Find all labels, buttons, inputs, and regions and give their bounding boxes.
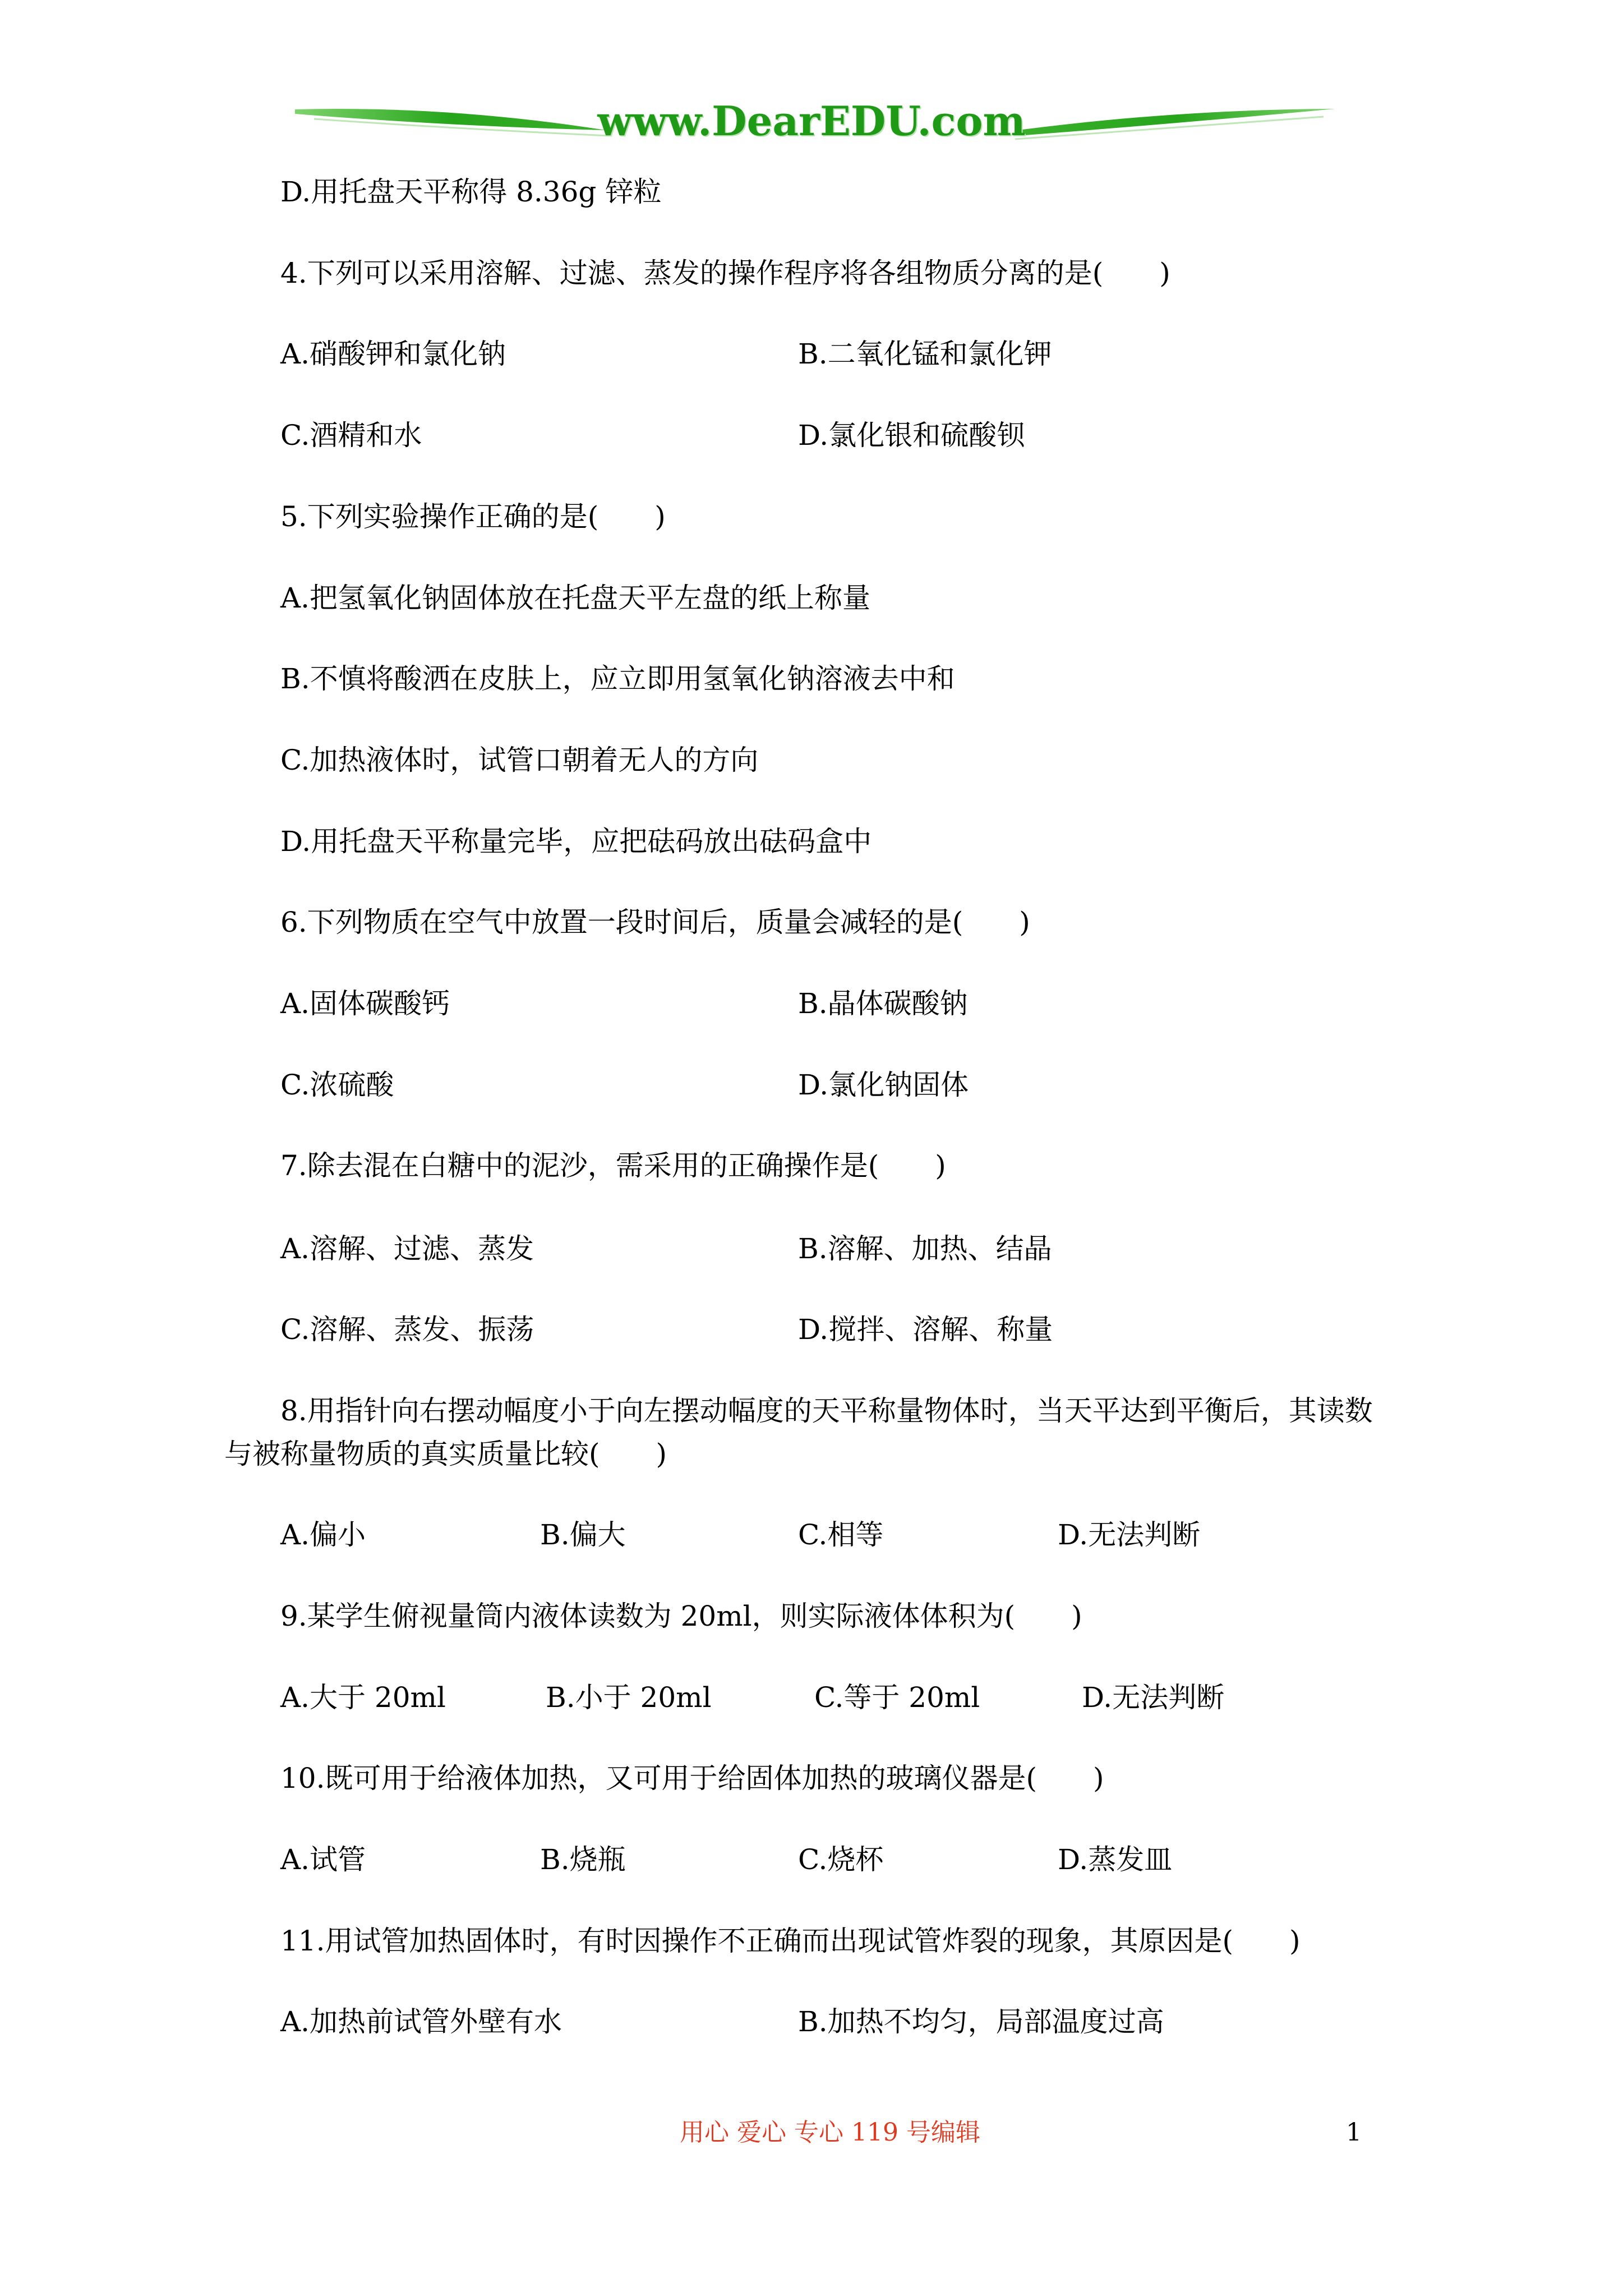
q6-option-b: B.晶体碳酸钠 bbox=[798, 987, 968, 1020]
q6-option-a: A.固体碳酸钙 bbox=[280, 987, 450, 1020]
q8-option-b: B.偏大 bbox=[540, 1519, 626, 1551]
q5-option-d: D.用托盘天平称量完毕，应把砝码放出砝码盒中 bbox=[280, 825, 872, 858]
q8-option-a: A.偏小 bbox=[280, 1519, 366, 1551]
footer-slogan: 用心 爱心 专心 119 号编辑 bbox=[680, 2118, 980, 2147]
q5-stem: 5.下列实验操作正确的是( ) bbox=[280, 500, 666, 533]
q3-option-d: D.用托盘天平称得 8.36g 锌粒 bbox=[280, 176, 662, 208]
q9-stem: 9.某学生俯视量筒内液体读数为 20ml，则实际液体体积为( ) bbox=[280, 1600, 1082, 1632]
q10-option-c: C.烧杯 bbox=[798, 1843, 884, 1876]
q4-option-c: C.酒精和水 bbox=[280, 419, 422, 452]
q7-option-d: D.搅拌、溶解、称量 bbox=[798, 1313, 1053, 1346]
q5-option-b: B.不慎将酸洒在皮肤上，应立即用氢氧化钠溶液去中和 bbox=[280, 662, 955, 695]
q8-option-c: C.相等 bbox=[798, 1519, 884, 1551]
q4-stem: 4.下列可以采用溶解、过滤、蒸发的操作程序将各组物质分离的是( ) bbox=[280, 257, 1170, 289]
q10-option-d: D.蒸发皿 bbox=[1058, 1843, 1173, 1876]
site-logo-text: www.DearEDU.com bbox=[597, 97, 1026, 145]
q7-stem: 7.除去混在白糖中的泥沙，需采用的正确操作是( ) bbox=[280, 1149, 946, 1182]
q6-option-d: D.氯化钠固体 bbox=[798, 1069, 969, 1101]
q8-option-d: D.无法判断 bbox=[1058, 1519, 1201, 1551]
q9-option-a: A.大于 20ml bbox=[280, 1681, 446, 1714]
q8-stem-line-1: 8.用指针向右摆动幅度小于向左摆动幅度的天平称量物体时，当天平达到平衡后，其读数 bbox=[280, 1395, 1373, 1427]
q6-stem: 6.下列物质在空气中放置一段时间后，质量会减轻的是( ) bbox=[280, 906, 1030, 938]
q7-option-c: C.溶解、蒸发、振荡 bbox=[280, 1313, 534, 1346]
q11-stem: 11.用试管加热固体时，有时因操作不正确而出现试管炸裂的现象，其原因是( ) bbox=[280, 1925, 1301, 1957]
q4-option-b: B.二氧化锰和氯化钾 bbox=[798, 338, 1052, 370]
page-number: 1 bbox=[1346, 2118, 1362, 2147]
q4-option-a: A.硝酸钾和氯化钠 bbox=[280, 338, 506, 370]
q9-option-b: B.小于 20ml bbox=[546, 1681, 712, 1714]
q11-option-a: A.加热前试管外壁有水 bbox=[280, 2005, 562, 2038]
q5-option-c: C.加热液体时，试管口朝着无人的方向 bbox=[280, 744, 759, 776]
q9-option-d: D.无法判断 bbox=[1082, 1681, 1225, 1714]
q4-option-d: D.氯化银和硫酸钡 bbox=[798, 419, 1025, 452]
q7-option-a: A.溶解、过滤、蒸发 bbox=[280, 1232, 534, 1265]
q10-stem: 10.既可用于给液体加热，又可用于给固体加热的玻璃仪器是( ) bbox=[280, 1762, 1104, 1795]
q10-option-b: B.烧瓶 bbox=[540, 1843, 626, 1876]
q9-option-c: C.等于 20ml bbox=[814, 1681, 980, 1714]
q11-option-b: B.加热不均匀，局部温度过高 bbox=[798, 2005, 1164, 2038]
q10-option-a: A.试管 bbox=[280, 1843, 366, 1876]
q8-stem-line-2: 与被称量物质的真实质量比较( ) bbox=[224, 1438, 667, 1470]
q7-option-b: B.溶解、加热、结晶 bbox=[798, 1232, 1052, 1265]
q6-option-c: C.浓硫酸 bbox=[280, 1069, 394, 1101]
q5-option-a: A.把氢氧化钠固体放在托盘天平左盘的纸上称量 bbox=[280, 582, 871, 614]
